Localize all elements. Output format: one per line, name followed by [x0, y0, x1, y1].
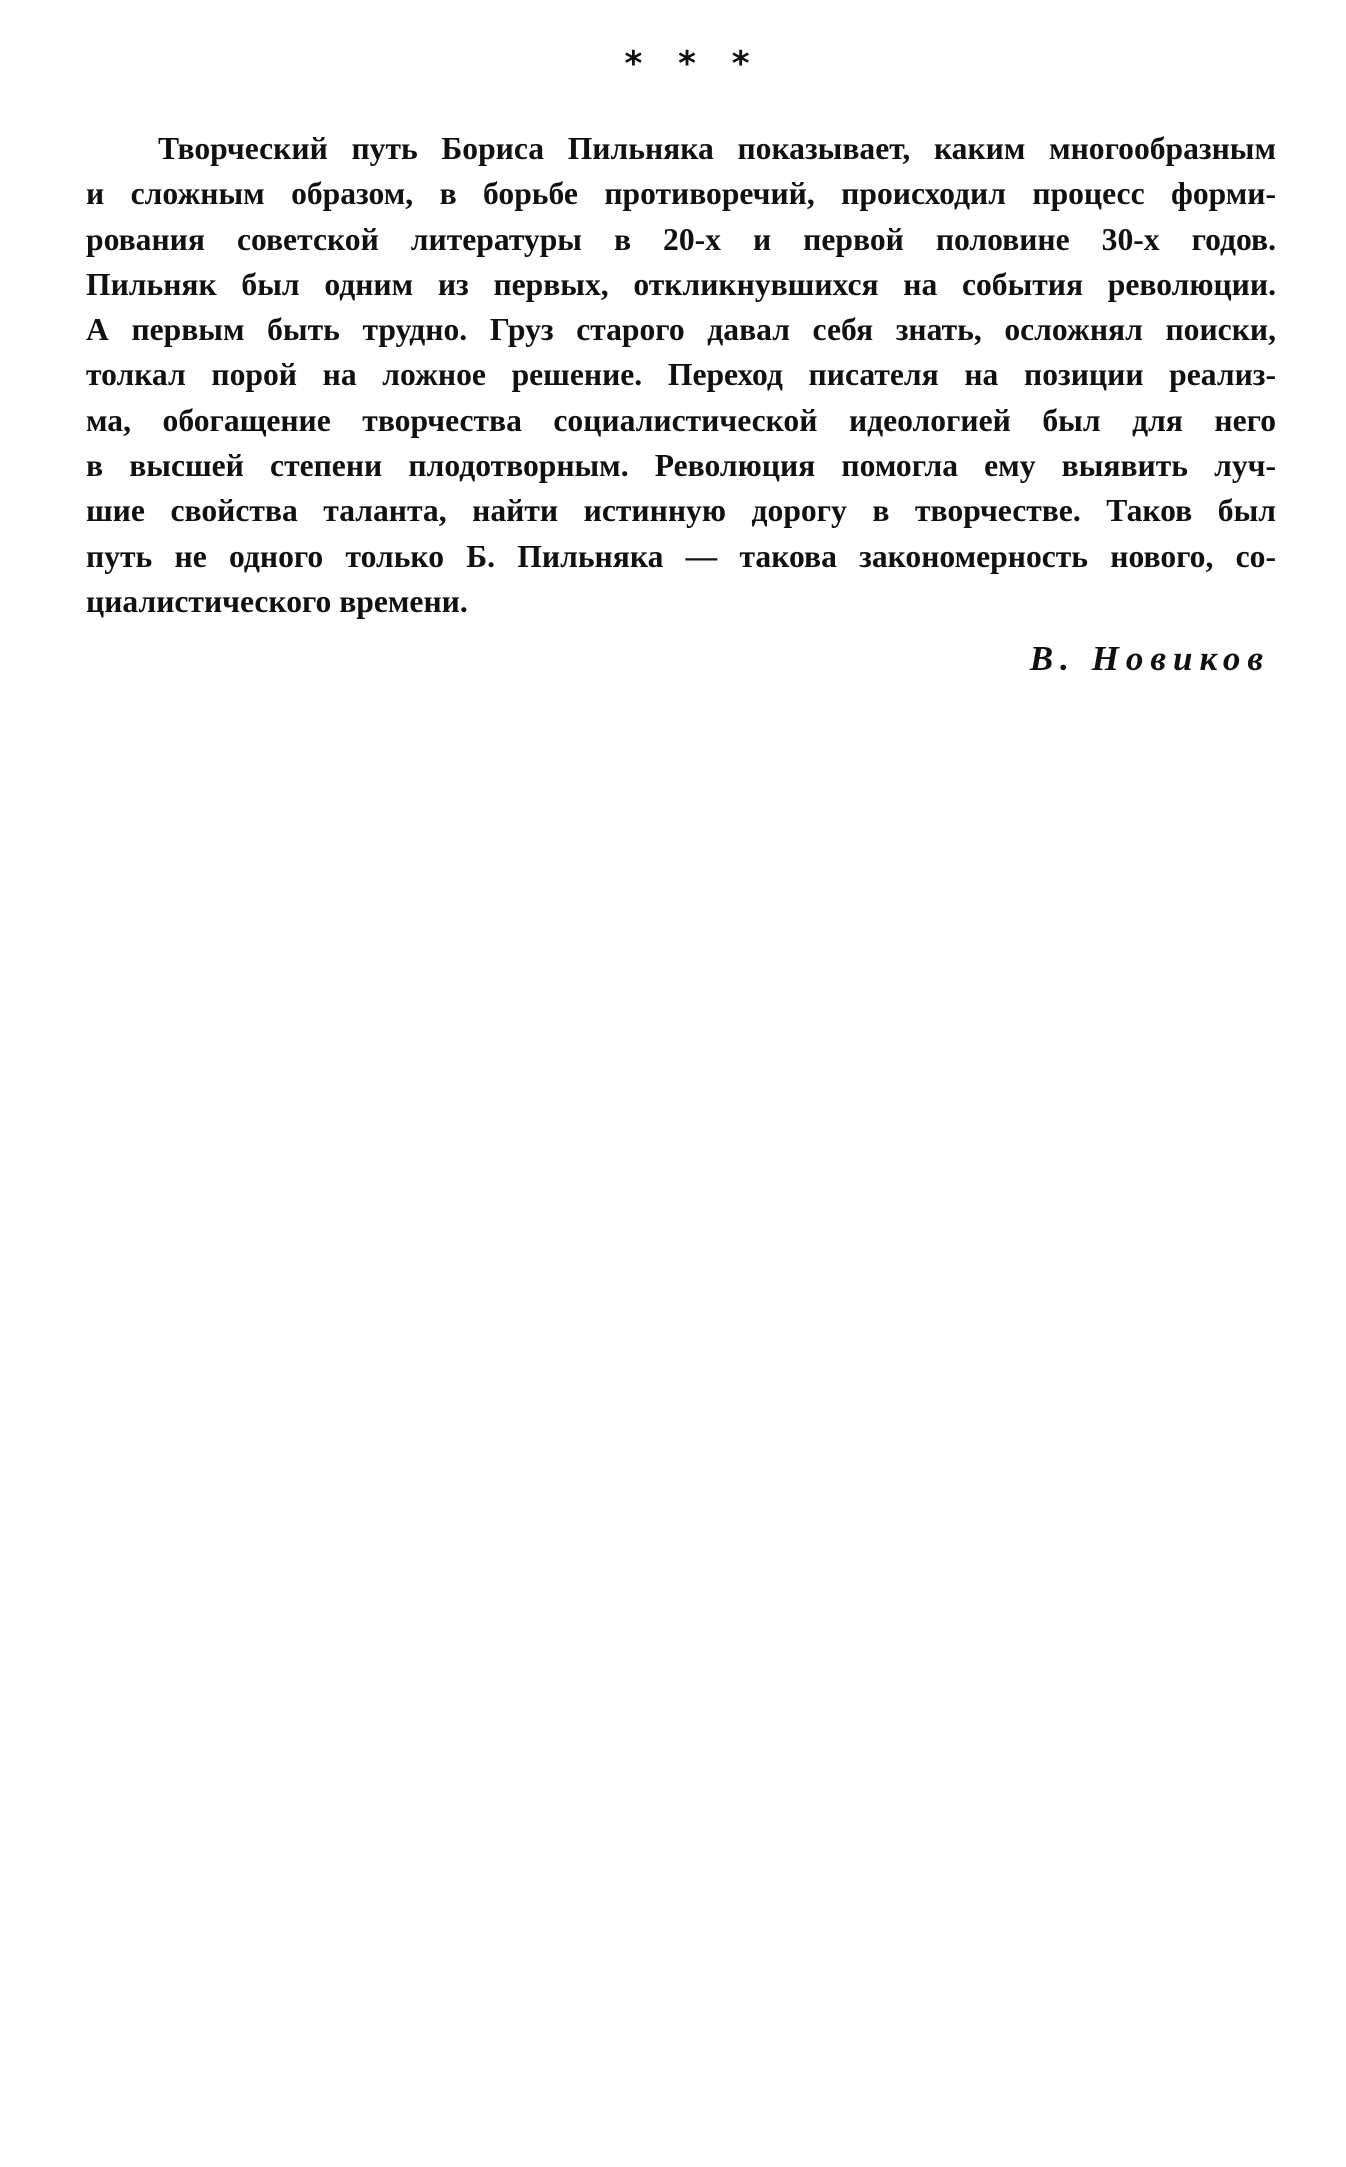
- paragraph-line: А первым быть трудно. Груз старого давал себя знать, осложнял поиски,: [86, 312, 1276, 348]
- paragraph-line: шие свойства таланта, найти истинную дорогу в творчестве. Таков был: [86, 493, 1276, 529]
- paragraph-line: Творческий путь Бориса Пильняка показывает, каким многообразным: [158, 131, 1276, 166]
- paragraph-line: в высшей степени плодотворным. Революция помогла ему выявить луч-: [86, 448, 1276, 484]
- paragraph-line: рования советской литературы в 20-х и первой половине 30-х годов.: [86, 221, 1276, 257]
- paragraph-line: путь не одного только Б. Пильняка — такова закономерность нового, со-: [86, 538, 1276, 574]
- paragraph-line: циалистического времени.: [86, 583, 468, 619]
- body-paragraph: [86, 126, 1276, 624]
- document-page: [86, 44, 1276, 684]
- author-signature: В. Новиков: [1029, 639, 1270, 679]
- paragraph-line: и сложным образом, в борьбе противоречий, происходил процесс форми-: [86, 176, 1276, 212]
- section-break-asterisks: * * *: [624, 44, 762, 84]
- paragraph-line: Пильняк был одним из первых, откликнувшихся на события революции.: [86, 266, 1276, 302]
- paragraph-line: ма, обогащение творчества социалистической идеологией был для него: [86, 402, 1276, 438]
- paragraph-line: толкал порой на ложное решение. Переход писателя на позиции реализ-: [86, 357, 1276, 393]
